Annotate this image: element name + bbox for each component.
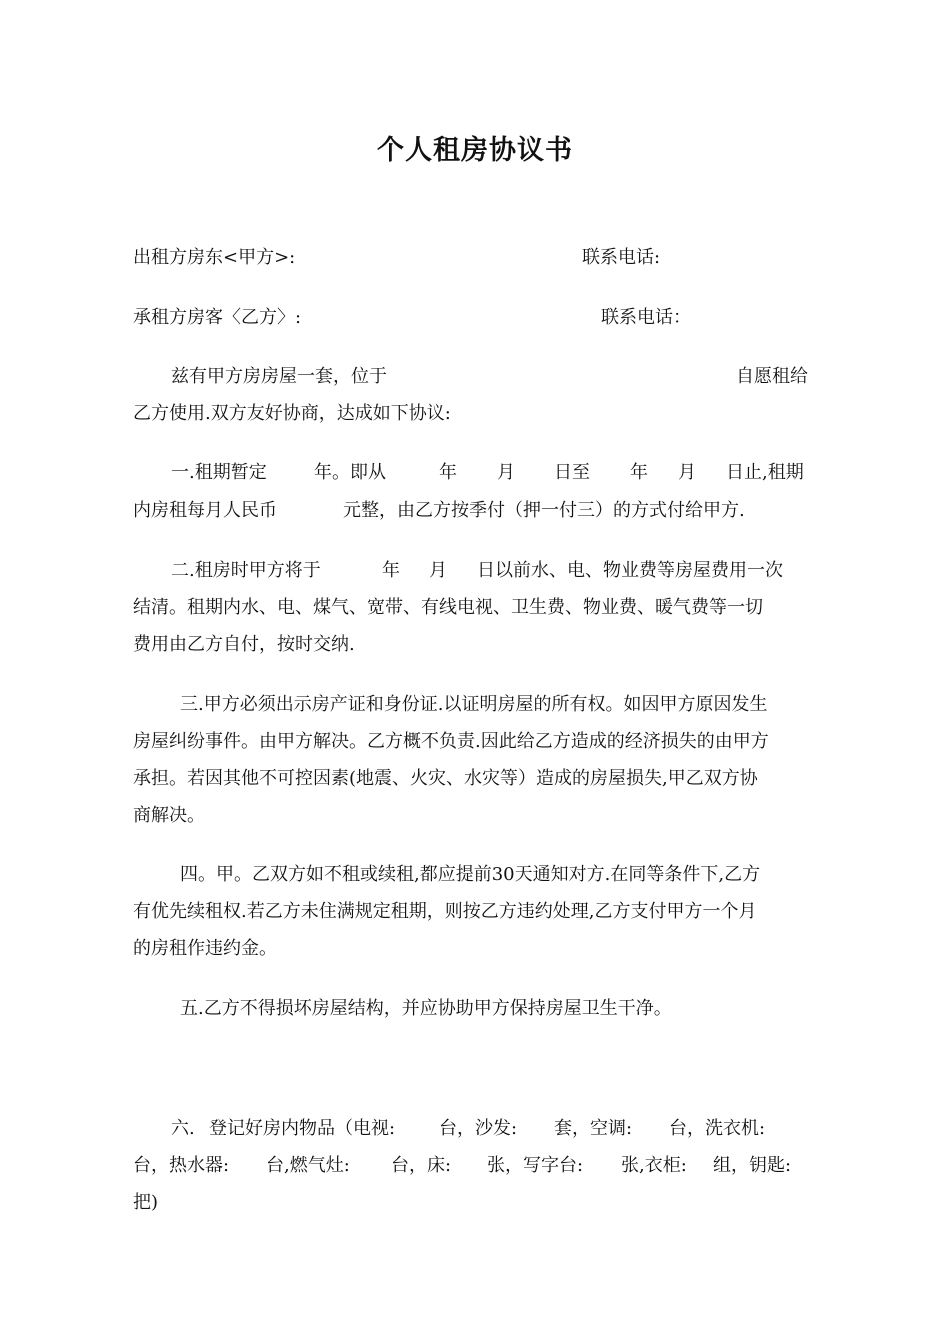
lessor-label: 出租方房东<甲方>:	[133, 247, 296, 268]
clause-3-line-2: 房屋纠纷事件。由甲方解决。乙方概不负责.因此给乙方造成的经济损失的由甲方	[133, 731, 769, 752]
intro-line-2: 乙方使用.双方友好协商，达成如下协议:	[133, 403, 451, 424]
lessee-phone-label: 联系电话：	[601, 307, 691, 328]
clause-6-inventory: 台，沙发:	[439, 1118, 518, 1139]
clause-4-line-1: 四。甲。乙双方如不租或续租,都应提前30天通知对方.在同等条件下,乙方	[180, 864, 761, 885]
clause-4-line-3: 的房租作违约金。	[133, 938, 277, 959]
clause-3-line-1: 三.甲方必须出示房产证和身份证.以证明房屋的所有权。如因甲方原因发生	[180, 694, 768, 715]
clause-6-inventory: 张，写字台:	[487, 1155, 584, 1176]
clause-1-rent-payment: 元整，由乙方按季付（押一付三）的方式付给甲方.	[343, 500, 745, 521]
clause-3-line-4: 商解决。	[133, 805, 205, 826]
clause-6-inventory: 台，床:	[391, 1155, 452, 1176]
clause-6-inventory: 台，热水器:	[133, 1155, 230, 1176]
clause-5-line-1: 五.乙方不得损坏房屋结构，并应协助甲方保持房屋卫生干净。	[180, 998, 672, 1019]
clause-2-part: 月	[429, 560, 447, 581]
clause-1-part: 月	[678, 462, 696, 483]
clause-6-inventory: 套，空调:	[554, 1118, 633, 1139]
clause-4-line-2: 有优先续租权.若乙方未住满规定租期，则按乙方违约处理,乙方支付甲方一个月	[133, 901, 757, 922]
clause-2-line-2: 结清。租期内水、电、煤气、宽带、有线电视、卫生费、物业费、暖气费等一切	[133, 597, 763, 618]
clause-1-part: 年	[439, 462, 457, 483]
clause-2-part: 日以前水、电、物业费等房屋费用一次	[477, 560, 783, 581]
clause-6-inventory: 登记好房内物品（电视:	[209, 1118, 396, 1139]
intro-line-1-right: 自愿租给	[736, 366, 808, 387]
lessor-phone-label: 联系电话:	[582, 247, 661, 268]
clause-1-part: 年	[630, 462, 648, 483]
clause-3-line-3: 承担。若因其他不可控因素(地震、火灾、水灾等）造成的房屋损失,甲乙双方协	[133, 768, 758, 789]
document-title: 个人租房协议书	[377, 135, 573, 166]
clause-1-part: 月	[497, 462, 515, 483]
clause-1-rent: 内房租每月人民币	[133, 500, 277, 521]
clause-6-number: 六.	[171, 1118, 195, 1139]
clause-6-inventory: 张,衣柜:	[621, 1155, 687, 1176]
clause-6-inventory: 组，钥匙:	[713, 1155, 792, 1176]
clause-6-inventory: 台,燃气灶:	[266, 1155, 350, 1176]
clause-2-line-3: 费用由乙方自付，按时交纳.	[133, 634, 355, 655]
clause-2-line-1: 二.租房时甲方将于	[171, 560, 321, 581]
clause-6-inventory: 台，洗衣机:	[669, 1118, 766, 1139]
intro-line-1: 兹有甲方房房屋一套，位于	[171, 366, 387, 387]
clause-1-part: 日止,租期	[726, 462, 804, 483]
clause-1-part: 日至	[554, 462, 590, 483]
lessee-label: 承租方房客〈乙方〉:	[133, 307, 302, 328]
clause-6-line-3: 把)	[133, 1192, 159, 1213]
clause-1-part: 年。即从	[314, 462, 386, 483]
clause-1-lease-term: 一.租期暂定	[171, 462, 267, 483]
clause-2-part: 年	[382, 560, 400, 581]
